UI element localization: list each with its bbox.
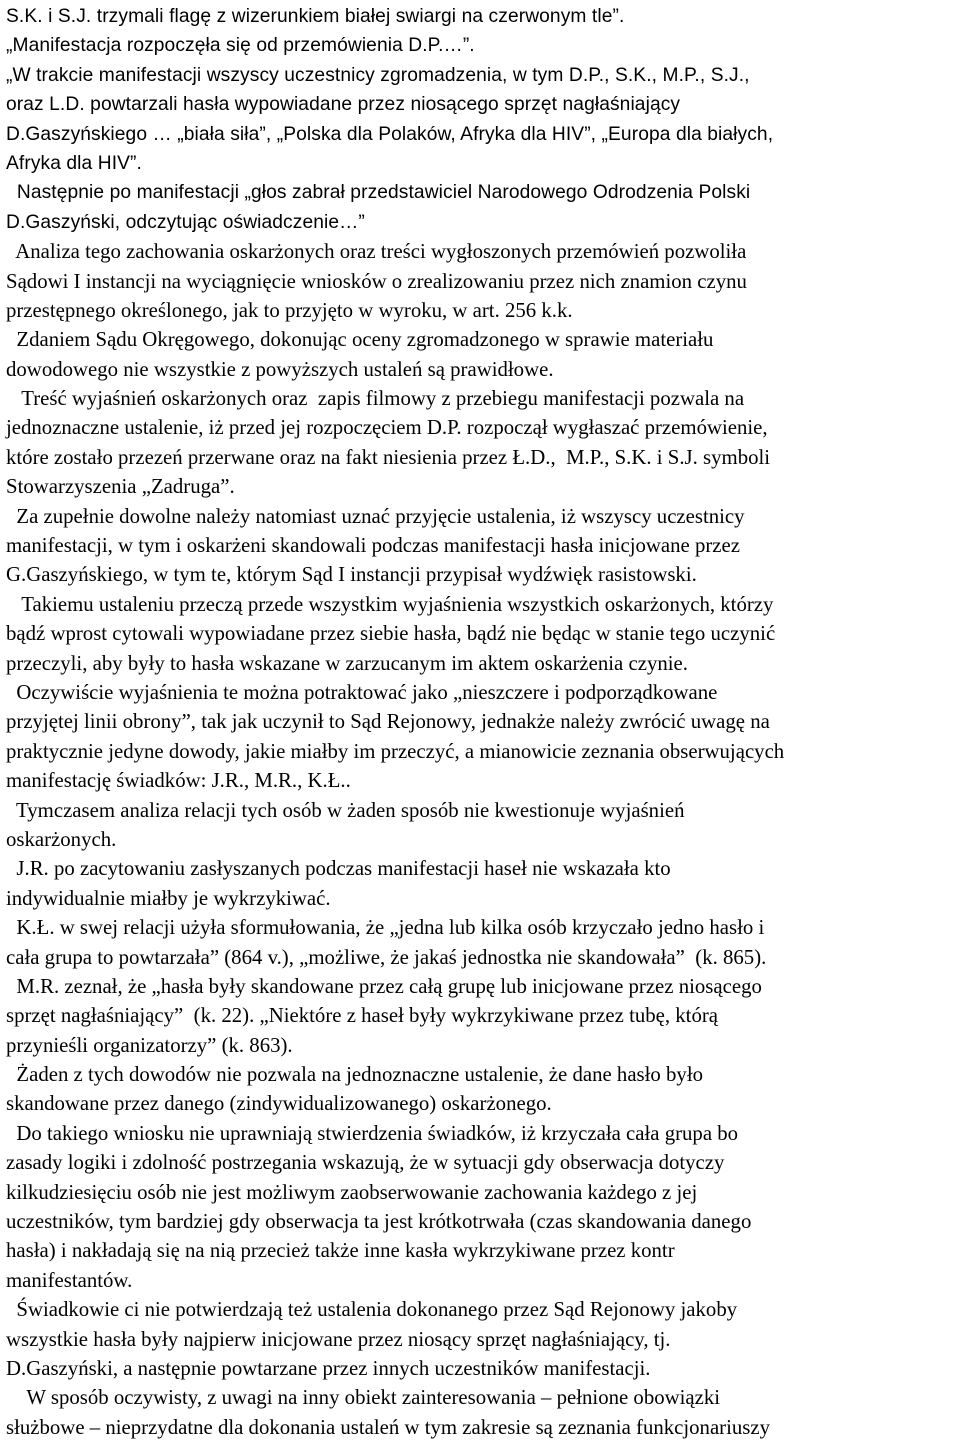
text-line: „Manifestacja rozpoczęła się od przemówienia D.P.…”.	[6, 35, 475, 57]
text-line: hasła) i nakładają się na nią przecież także inne kasła wykrzykiwane przez kontr	[6, 1239, 675, 1263]
text-line: Żaden z tych dowodów nie pozwala na jednoznaczne ustalenie, że dane hasło było	[6, 1063, 704, 1087]
text-line: D.Gaszyński, a następnie powtarzane przez innych uczestników manifestacji.	[6, 1356, 651, 1380]
text-line: manifestantów.	[6, 1268, 133, 1292]
text-line: wszystkie hasła były najpierw inicjowane przez niosący sprzęt nagłaśniający, tj.	[6, 1327, 671, 1351]
text-line: D.Gaszyńskiego … „biała siła”, „Polska dla Polaków, Afryka dla HIV”, „Europa dla białych,	[6, 123, 774, 145]
text-line: uczestników, tym bardziej gdy obserwacja ta jest krótkotrwała (czas skandowania danego	[6, 1210, 752, 1234]
text-line: Oczywiście wyjaśnienia te można potraktować jako „nieszczere i podporządkowane	[6, 680, 718, 704]
text-line: G.Gaszyńskiego, w tym te, którym Sąd I instancji przypisał wydźwięk rasistowski.	[6, 563, 697, 587]
text-line: manifestację świadków: J.R., M.R., K.Ł..	[6, 769, 351, 793]
text-line: przyjętej linii obrony”, tak jak uczynił to Sąd Rejonowy, jednakże należy zwrócić uwagę na	[6, 710, 770, 734]
text-line: Sądowi I instancji na wyciągnięcie wniosków o zrealizowaniu przez nich znamion czynu	[6, 269, 747, 293]
text-line: „W trakcie manifestacji wszyscy uczestnicy zgromadzenia, w tym D.P., S.K., M.P., S.J.,	[6, 64, 750, 86]
text-line: Do takiego wniosku nie uprawniają stwierdzenia świadków, iż krzyczała cała grupa bo	[6, 1121, 739, 1145]
text-line: zasady logiki i zdolność postrzegania wskazują, że w sytuacji gdy obserwacja dotyczy	[6, 1151, 725, 1175]
text-line: skandowane przez danego (zindywidualizowanego) oskarżonego.	[6, 1092, 552, 1116]
text-line: przestępnego określonego, jak to przyjęto w wyroku, w art. 256 k.k.	[6, 298, 573, 322]
text-line: Treść wyjaśnień oskarżonych oraz zapis filmowy z przebiegu manifestacji pozwala na	[6, 387, 745, 411]
text-line: indywidualnie miałby je wykrzykiwać.	[6, 886, 331, 910]
text-line: K.Ł. w swej relacji użyła sformułowania, że „jedna lub kilka osób krzyczało jedno hasło i	[6, 916, 765, 940]
document-page	[6, 2, 954, 1442]
text-line: oraz L.D. powtarzali hasła wypowiadane przez niosącego sprzęt nagłaśniający	[6, 94, 681, 116]
text-line: Takiemu ustaleniu przeczą przede wszystkim wyjaśnienia wszystkich oskarżonych, którzy	[6, 592, 774, 616]
text-line: Następnie po manifestacji „głos zabrał przedstawiciel Narodowego Odrodzenia Polski	[6, 182, 751, 204]
text-line: M.R. zeznał, że „hasła były skandowane przez całą grupę lub inicjowane przez niosącego	[6, 974, 762, 998]
text-line: Afryka dla HIV”.	[6, 152, 142, 174]
text-line: W sposób oczywisty, z uwagi na inny obiekt zainteresowania – pełnione obowiązki	[6, 1386, 721, 1410]
text-line: D.Gaszyński, odczytując oświadczenie…”	[6, 211, 365, 233]
text-line: przeczyli, aby były to hasła wskazane w zarzucanym im aktem oskarżenia czynie.	[6, 651, 688, 675]
text-line: służbowe – nieprzydatne dla dokonania ustaleń w tym zakresie są zeznania funkcjonariuszy	[6, 1415, 771, 1439]
text-line: cała grupa to powtarzała” (864 v.), „możliwe, że jakaś jednostka nie skandowała” (k. 865).	[6, 945, 767, 969]
text-line: dowodowego nie wszystkie z powyższych ustaleń są prawidłowe.	[6, 357, 554, 381]
text-line: przynieśli organizatorzy” (k. 863).	[6, 1033, 293, 1057]
text-line: J.R. po zacytowaniu zasłyszanych podczas manifestacji haseł nie wskazała kto	[6, 857, 671, 881]
text-line: sprzęt nagłaśniający” (k. 22). „Niektóre z haseł były wykrzykiwane przez tubę, którą	[6, 1004, 718, 1028]
text-line: oskarżonych.	[6, 827, 117, 851]
text-line: bądź wprost cytowali wypowiadane przez siebie hasła, bądź nie będąc w stanie tego uczynić	[6, 622, 776, 646]
text-line: Analiza tego zachowania oskarżonych oraz treści wygłoszonych przemówień pozwoliła	[6, 240, 747, 264]
text-line: Za zupełnie dowolne należy natomiast uznać przyjęcie ustalenia, iż wszyscy uczestnicy	[6, 504, 745, 528]
text-line: manifestacji, w tym i oskarżeni skandowali podczas manifestacji hasła inicjowane przez	[6, 534, 740, 558]
text-line: Stowarzyszenia „Zadruga”.	[6, 475, 235, 499]
text-line: jednoznaczne ustalenie, iż przed jej rozpoczęciem D.P. rozpoczął wygłaszać przemówienie,	[6, 416, 768, 440]
text-line: praktycznie jedyne dowody, jakie miałby im przeczyć, a mianowicie zeznania obserwujących	[6, 739, 785, 763]
text-line: które zostało przezeń przerwane oraz na fakt niesienia przez Ł.D., M.P., S.K. i S.J. symboli	[6, 445, 771, 469]
text-line: Zdaniem Sądu Okręgowego, dokonując oceny zgromadzonego w sprawie materiału	[6, 328, 714, 352]
text-line: S.K. i S.J. trzymali flagę z wizerunkiem białej swiargi na czerwonym tle”.	[6, 6, 625, 27]
text-line: Tymczasem analiza relacji tych osób w żaden sposób nie kwestionuje wyjaśnień	[6, 798, 685, 822]
text-line: Świadkowie ci nie potwierdzają też ustalenia dokonanego przez Sąd Rejonowy jakoby	[6, 1298, 738, 1322]
text-line: kilkudziesięciu osób nie jest możliwym zaobserwowanie zachowania każdego z jej	[6, 1180, 698, 1204]
